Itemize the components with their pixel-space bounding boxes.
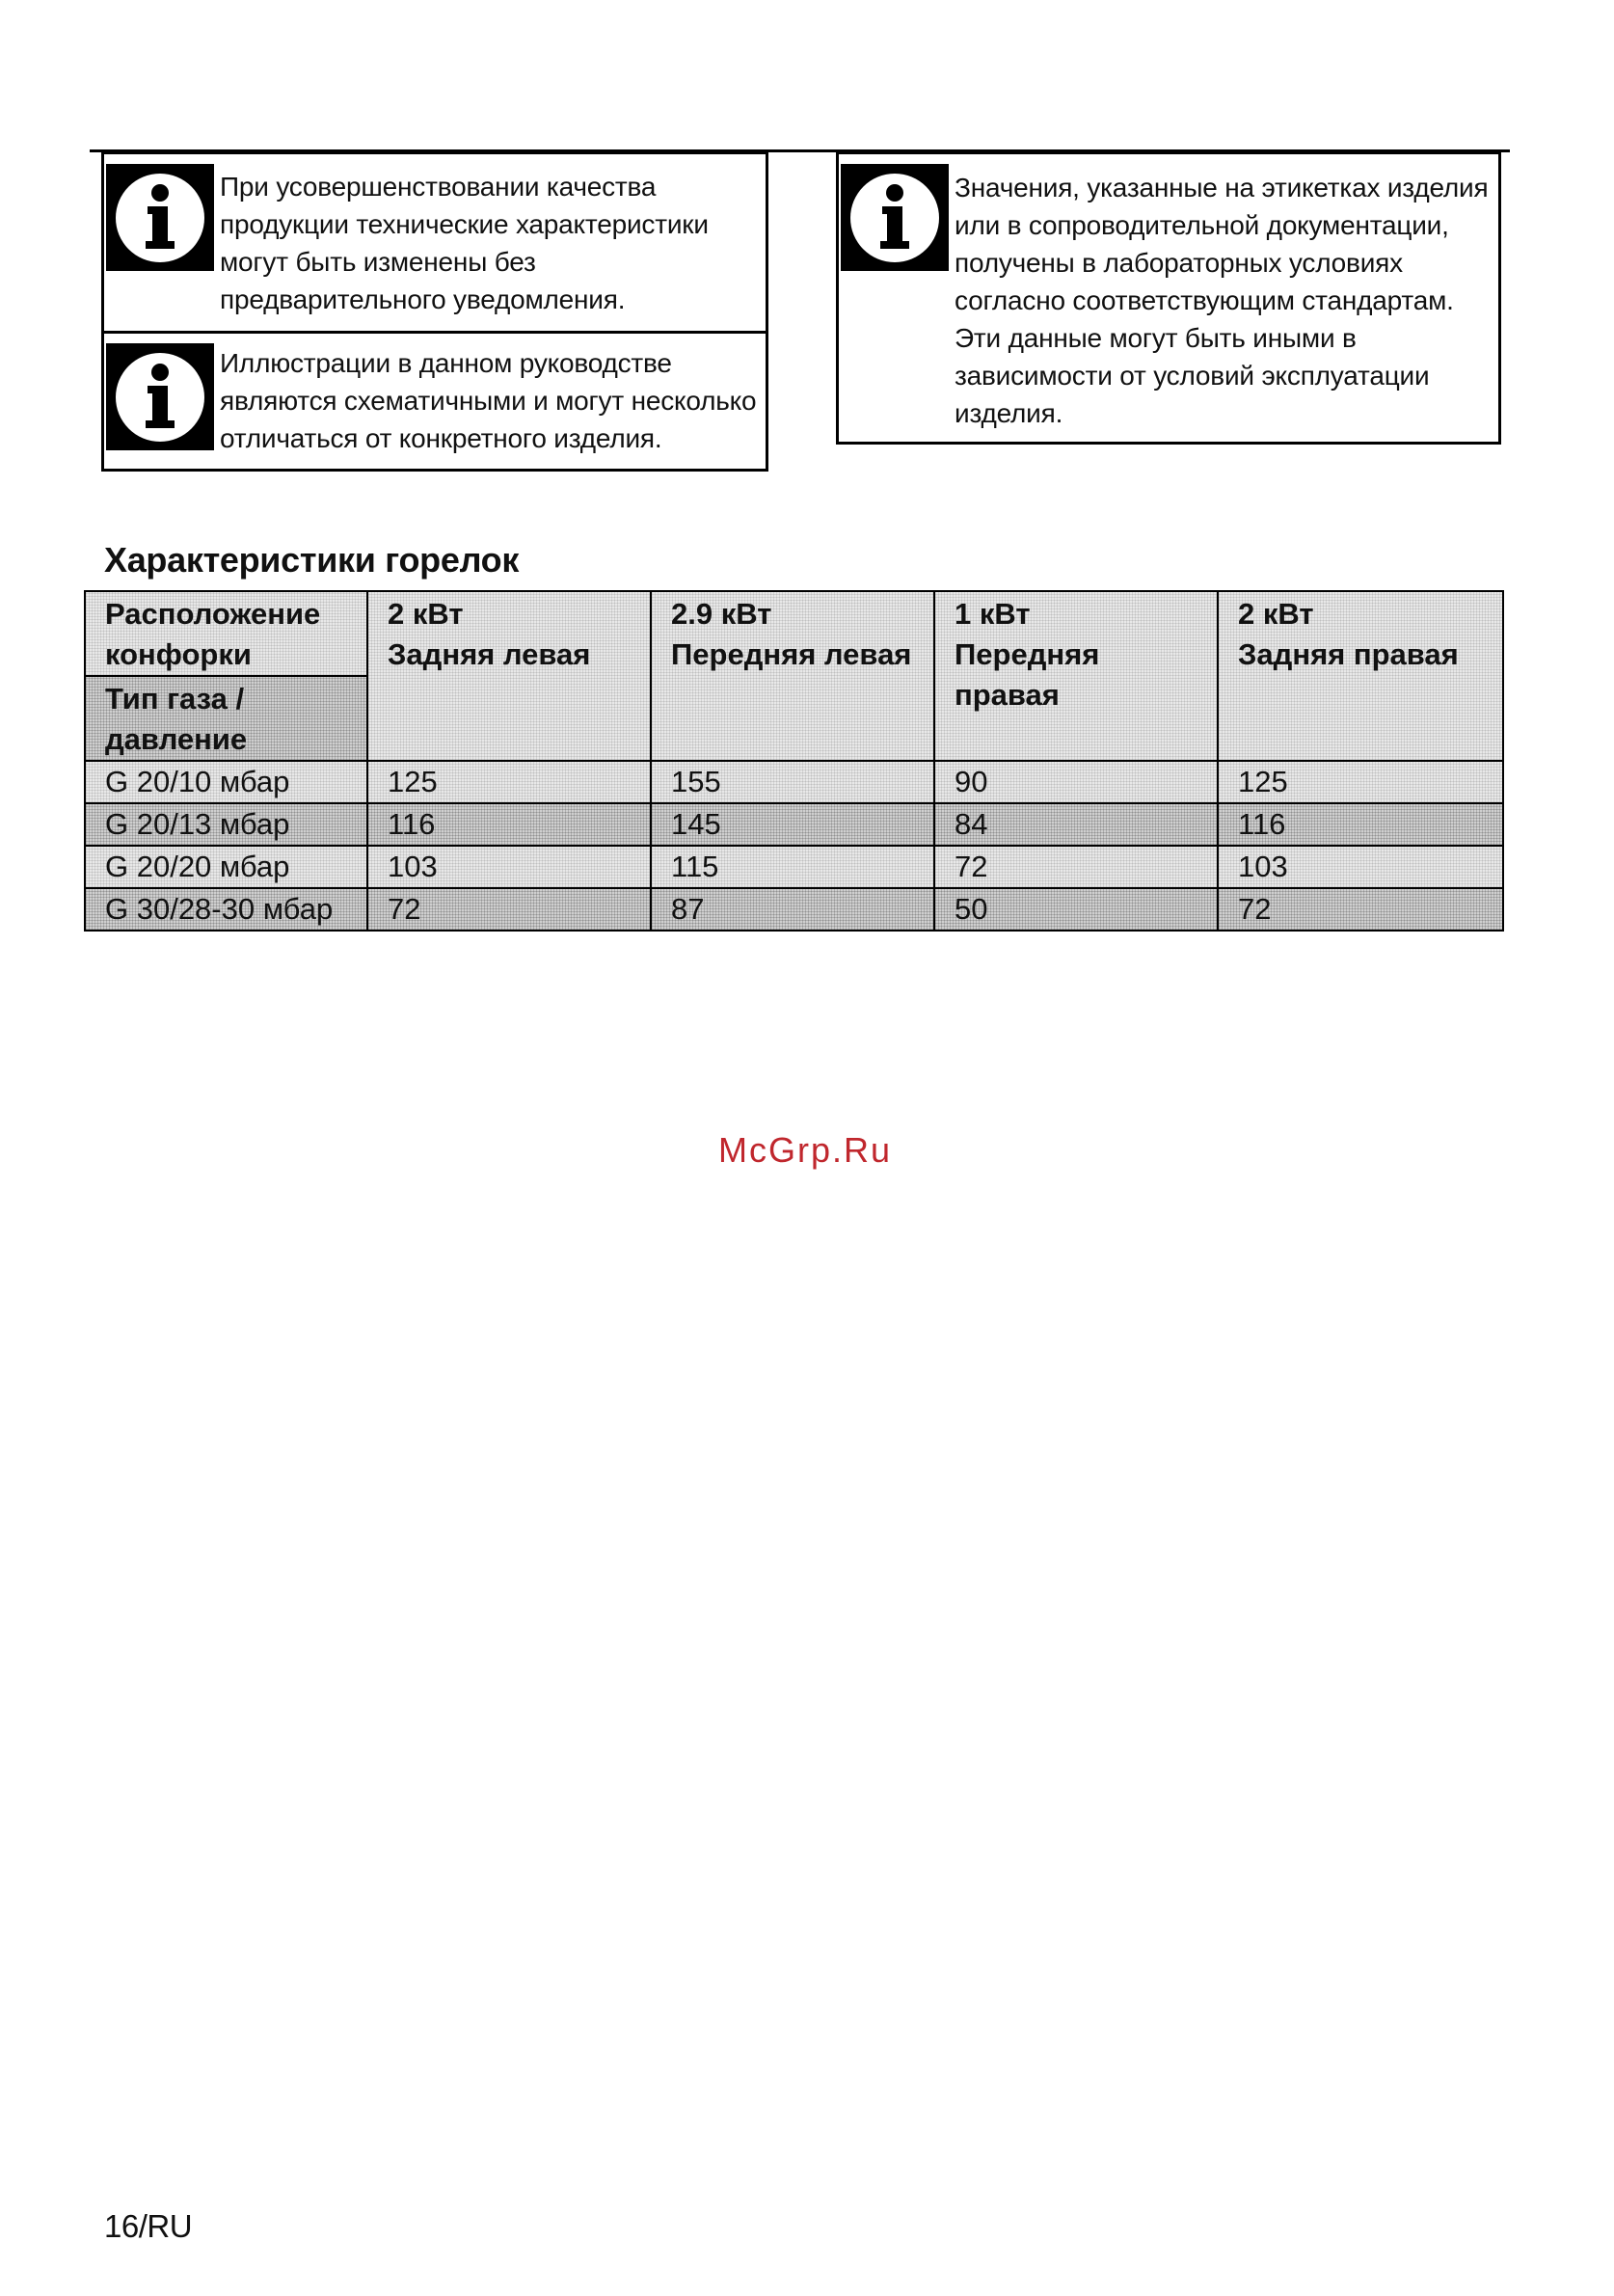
header-col-1: 2 кВт Задняя левая [367,591,651,761]
notice-label-values [839,154,1498,442]
burner-specs-table [84,590,1504,932]
info-icon [841,164,949,271]
header-col-4: 2 кВт Задняя правая [1218,591,1503,761]
info-icon [106,164,214,271]
table-row [85,803,1503,846]
value-cell: 72 [367,888,651,931]
gas-cell: G 20/10 мбар [85,761,367,803]
table-row [85,846,1503,888]
gas-cell: G 20/20 мбар [85,846,367,888]
gas-cell: G 20/13 мбар [85,803,367,846]
value-cell: 87 [651,888,934,931]
value-cell: 155 [651,761,934,803]
value-cell: 72 [934,846,1218,888]
table-header-row [85,591,1503,676]
header-col-3: 1 кВт Передняя правая [934,591,1218,761]
header-col-2: 2.9 кВт Передняя левая [651,591,934,761]
notice-box-left [101,151,768,472]
gas-cell: G 30/28-30 мбар [85,888,367,931]
page-number: 16/RU [104,2208,193,2244]
value-cell: 125 [1218,761,1503,803]
value-cell: 72 [1218,888,1503,931]
value-cell: 125 [367,761,651,803]
notice-quality-text: При усовершенствовании качества продукции технические характеристики могут быть изменены без предварительного уведомления. [220,172,709,314]
info-icon [106,343,214,450]
value-cell: 145 [651,803,934,846]
watermark-link[interactable]: McGrp.Ru [718,1130,893,1170]
value-cell: 103 [1218,846,1503,888]
value-cell: 115 [651,846,934,888]
value-cell: 103 [367,846,651,888]
header-burner-position: Расположение конфорки [85,591,367,676]
value-cell: 84 [934,803,1218,846]
value-cell: 116 [367,803,651,846]
value-cell: 50 [934,888,1218,931]
notice-illustrations-text: Иллюстрации в данном руководстве являются схематичными и могут несколько отличаться от конкретного изделия. [220,348,757,453]
notice-label-values-text: Значения, указанные на этикетках изделия или в сопроводительной документации, получены в лабораторных условиях согласно соответствующим стандартам. Эти данные могут быть иными в зависимости от условий эксплуатации изделия. [955,173,1489,428]
table-row [85,761,1503,803]
notice-box-right [836,151,1501,445]
value-cell: 116 [1218,803,1503,846]
table-row [85,888,1503,931]
section-title: Характеристики горелок [104,540,520,580]
notice-illustrations [104,334,766,472]
notice-quality [104,154,766,334]
value-cell: 90 [934,761,1218,803]
header-gas-type: Тип газа / давление [85,676,367,761]
